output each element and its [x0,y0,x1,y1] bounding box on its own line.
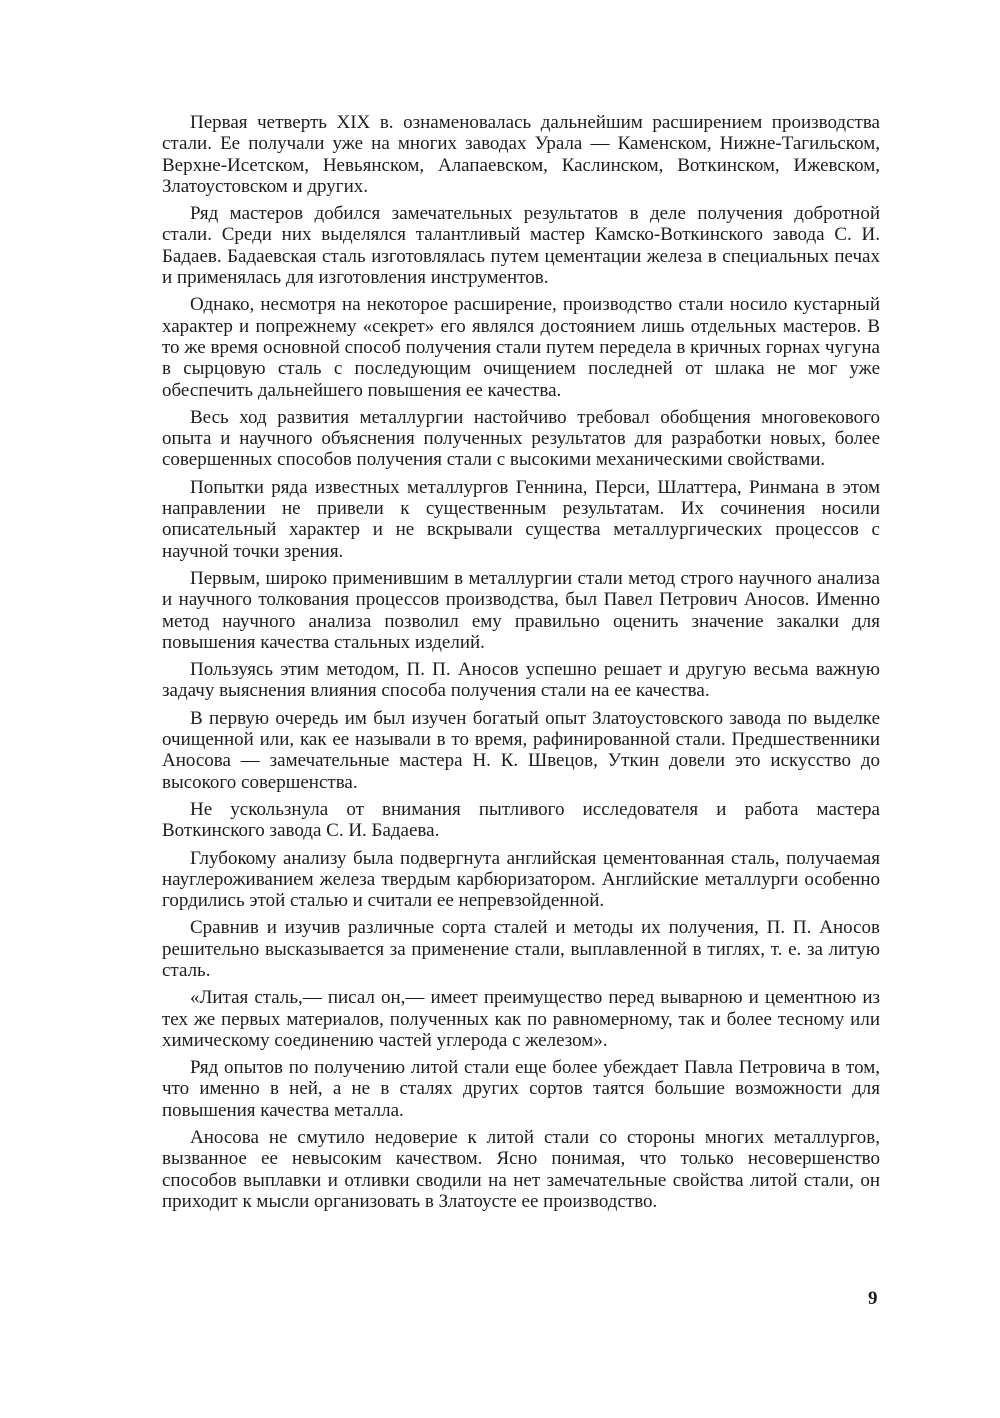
paragraph-3: Однако, несмотря на некоторое расширение, производство стали носило кустарный характер и попрежнему «секрет» его являлся достоянием лишь отдельных мастеров. В то же время основной способ получения стали путем передела в кричных горнах чугуна в сырцовую сталь с последующим очищением последней от шлака не мог уже обеспечить дальнейшего повышения ее качества. [162,294,880,401]
paragraph-6: Первым, широко применившим в металлургии стали метод строго научного анализа и научного толкования процессов производства, был Павел Петрович Аносов. Именно метод научного анализа позволил ему правильно оценить значение закалки для повышения качества стальных изделий. [162,567,880,653]
paragraph-14: Аносова не смутило недоверие к литой стали со стороны многих металлургов, вызванное ее невысоким качеством. Ясно понимая, что только несовершенство способов выплавки и отливки сводили на нет замечательные свойства литой стали, он приходит к мысли организовать в Златоусте ее производство. [162,1127,880,1212]
paragraph-4: Весь ход развития металлургии настойчиво требовал обобщения многовекового опыта и научного объяснения полученных результатов для разработки новых, более совершенных способов получения стали с высокими механическими свойствами. [162,406,880,471]
paragraph-7: Пользуясь этим методом, П. П. Аносов успешно решает и другую весьма важную задачу выяснения влияния способа получения стали на ее качества. [162,659,880,702]
paragraph-10: Глубокому анализу была подвергнута английская цементованная сталь, получаемая науглероживанием железа твердым карбюризатором. Английские металлурги особенно гордились этой сталью и считали ее непревзойденной. [162,847,880,912]
paragraph-8: В первую очередь им был изучен богатый опыт Златоустовского завода по выделке очищенной или, как ее называли в то время, рафинированной стали. Предшественники Аносова — замечательные мастера Н. К. Швецов, Уткин довели это искусство до высокого совершенства. [162,707,880,793]
paragraph-12: «Литая сталь,— писал он,— имеет преимущество перед выварною и цементною из тех же первых материалов, полученных как по равномерному, так и более тесному или химическому соединению частей углерода с железом». [162,987,880,1051]
body-text [162,112,880,1212]
paragraph-5: Попытки ряда известных металлургов Геннина, Перси, Шлаттера, Ринмана в этом направлении не привели к существенным результатам. Их сочинения носили описательный характер и не вскрывали существа металлургических процессов с научной точки зрения. [162,476,880,562]
paragraph-2: Ряд мастеров добился замечательных результатов в деле получения добротной стали. Среди них выделялся талантливый мастер Камско-Воткинского завода С. И. Бадаев. Бадаевская сталь изготовлялась путем цементации железа в специальных печах и применялась для изготовления инструментов. [162,203,880,289]
paragraph-9: Не ускользнула от внимания пытливого исследователя и работа мастера Воткинского завода С. И. Бадаева. [162,798,880,842]
paragraph-13: Ряд опытов по получению литой стали еще более убеждает Павла Петровича в том, что именно в ней, а не в сталях других сортов таятся большие возможности для повышения качества металла. [162,1057,880,1121]
paragraph-11: Сравнив и изучив различные сорта сталей и методы их получения, П. П. Аносов решительно высказывается за применение стали, выплавленной в тиглях, т. е. за литую сталь. [162,917,880,981]
paragraph-1: Первая четверть XIX в. ознаменовалась дальнейшим расширением производства стали. Ее получали уже на многих заводах Урала — Каменском, Нижне-Тагильском, Верхне-Исетском, Невьянском, Алапаевском, Каслинском, Воткинском, Ижевском, Златоустовском и других. [162,112,880,197]
page-number: 9 [868,1288,878,1309]
